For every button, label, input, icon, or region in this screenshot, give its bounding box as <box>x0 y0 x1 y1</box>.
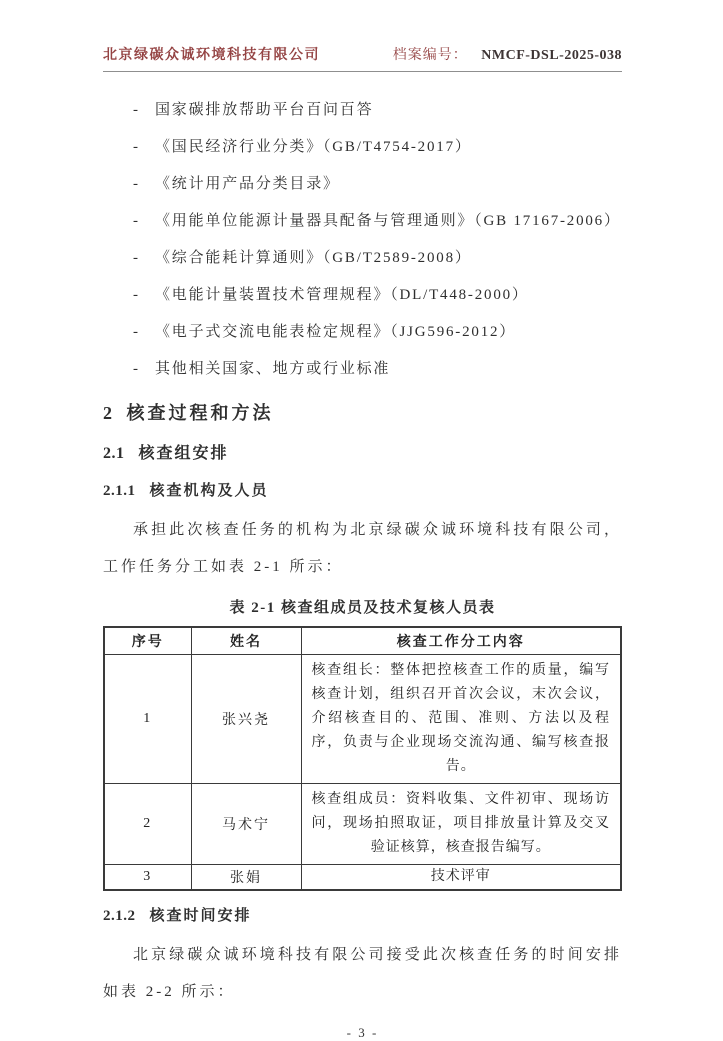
section-number: 2.1.1 <box>103 483 136 499</box>
cell-duty: 技术评审 <box>301 864 621 890</box>
section-title: 核查过程和方法 <box>126 403 274 423</box>
dash-marker: - <box>133 324 140 340</box>
paragraph-schedule: 北京绿碳众诚环境科技有限公司接受此次核查任务的时间安排如表 2-2 所示： <box>103 946 622 1000</box>
column-header-name: 姓名 <box>191 627 301 654</box>
dash-marker: - <box>133 139 140 155</box>
cell-name: 马术宁 <box>191 783 301 864</box>
list-item-text: 《统计用产品分类目录》 <box>155 176 340 192</box>
verification-team-table <box>103 626 622 891</box>
list-item <box>103 240 622 277</box>
list-item <box>103 92 622 129</box>
list-item-text: 《用能单位能源计量器具配备与管理通则》（GB 17167-2006） <box>155 213 621 229</box>
list-item-text: 《电能计量装置技术管理规程》（DL/T448-2000） <box>155 287 529 303</box>
section-number: 2 <box>103 403 113 423</box>
list-item <box>103 277 622 314</box>
list-item <box>103 203 622 240</box>
section-title: 核查时间安排 <box>149 907 252 924</box>
page-header <box>103 44 622 72</box>
dash-marker: - <box>133 102 140 118</box>
table-caption: 表 2-1 核查组成员及技术复核人员表 <box>229 600 496 616</box>
cell-no: 1 <box>104 654 191 783</box>
section-title: 核查组安排 <box>138 445 229 462</box>
list-item-text: 《综合能耗计算通则》（GB/T2589-2008） <box>155 250 472 266</box>
reference-list <box>103 92 622 388</box>
list-item-text: 国家碳排放帮助平台百问百答 <box>155 102 374 118</box>
section-heading-2 <box>103 400 622 426</box>
table-row <box>104 654 621 783</box>
table-header-row <box>104 627 621 654</box>
cell-duty: 核查组长：整体把控核查工作的质量，编写核查计划，组织召开首次会议，末次会议，介绍核查目的、范围、准则、方法以及程序，负责与企业现场交流沟通、编写核查报告。 <box>301 654 621 783</box>
column-header-duty: 核查工作分工内容 <box>301 627 621 654</box>
archive-number-value: NMCF-DSL-2025-038 <box>481 48 622 63</box>
dash-marker: - <box>133 176 140 192</box>
list-item-text: 《国民经济行业分类》（GB/T4754-2017） <box>155 139 472 155</box>
archive-number <box>393 44 622 64</box>
cell-no: 3 <box>104 864 191 890</box>
list-item-text: 其他相关国家、地方或行业标准 <box>155 361 391 377</box>
list-item <box>103 129 622 166</box>
list-item <box>103 314 622 351</box>
column-header-no: 序号 <box>104 627 191 654</box>
list-item <box>103 166 622 203</box>
section-heading-2-1-1 <box>103 480 622 502</box>
section-title: 核查机构及人员 <box>149 483 269 499</box>
dash-marker: - <box>133 213 140 229</box>
list-item-text: 《电子式交流电能表检定规程》（JJG596-2012） <box>155 324 517 340</box>
cell-no: 2 <box>104 783 191 864</box>
section-number: 2.1.2 <box>103 907 136 924</box>
cell-name: 张娟 <box>191 864 301 890</box>
section-heading-2-1-2 <box>103 905 622 927</box>
dash-marker: - <box>133 250 140 266</box>
table-row <box>104 864 621 890</box>
section-number: 2.1 <box>103 445 125 462</box>
dash-marker: - <box>133 287 140 303</box>
section-heading-2-1 <box>103 442 622 466</box>
cell-duty: 核查组成员：资料收集、文件初审、现场访问，现场拍照取证，项目排放量计算及交叉验证核算，核查报告编写。 <box>301 783 621 864</box>
table-row <box>104 783 621 864</box>
company-name: 北京绿碳众诚环境科技有限公司 <box>103 48 320 63</box>
dash-marker: - <box>133 361 140 377</box>
paragraph-verification-body: 承担此次核查任务的机构为北京绿碳众诚环境科技有限公司，工作任务分工如表 2-1 所示： <box>103 522 622 575</box>
list-item <box>103 351 622 388</box>
archive-number-label: 档案编号： <box>392 48 468 63</box>
cell-name: 张兴尧 <box>191 654 301 783</box>
page-number: - 3 - <box>346 1024 379 1040</box>
